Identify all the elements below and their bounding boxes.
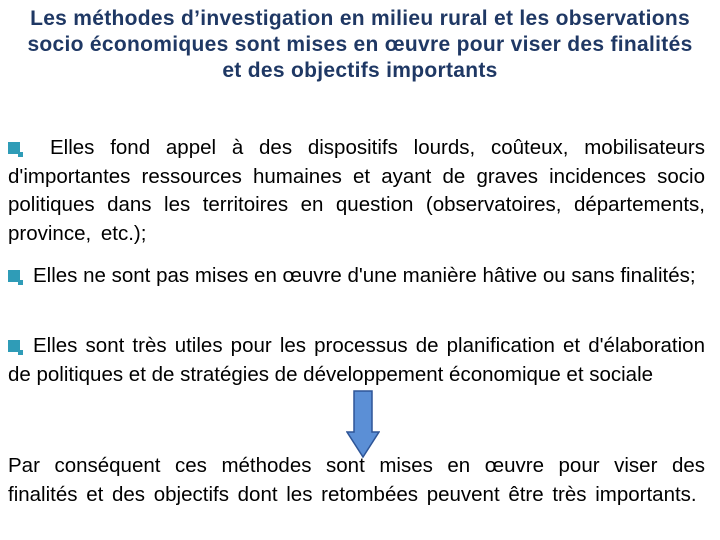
bullet-text-3: Elles sont très utiles pour les processus de planification et d'élaboration de politiques et de stratégies de développement économique et sociale [8, 334, 705, 386]
bullet-text-1: Elles fond appel à des dispositifs lourds, coûteux, mobilisateurs d'importantes ressources humaines et ayant de graves incidences socio politiques dans les territoires en question (observatoires, départements, province, etc.); [8, 136, 705, 245]
square-bullet-icon [8, 142, 20, 154]
bullet-text-2: Elles ne sont pas mises en œuvre d'une manière hâtive ou sans finalités; [33, 264, 696, 287]
bullet-item-1 [8, 134, 705, 248]
bullet-item-2 [8, 262, 705, 291]
bullet-item-3 [8, 332, 705, 389]
square-bullet-icon [8, 270, 20, 282]
conclusion-text: Par conséquent ces méthodes sont mises en œuvre pour viser des finalités et des objectifs dont les retombées peuvent être très importants. [8, 454, 705, 506]
square-bullet-icon [8, 340, 20, 352]
page-title: Les méthodes d’investigation en milieu rural et les observations socio économiques sont mises en œuvre pour viser des finalités et des objectifs importants [27, 7, 693, 82]
down-arrow-icon [346, 390, 380, 458]
